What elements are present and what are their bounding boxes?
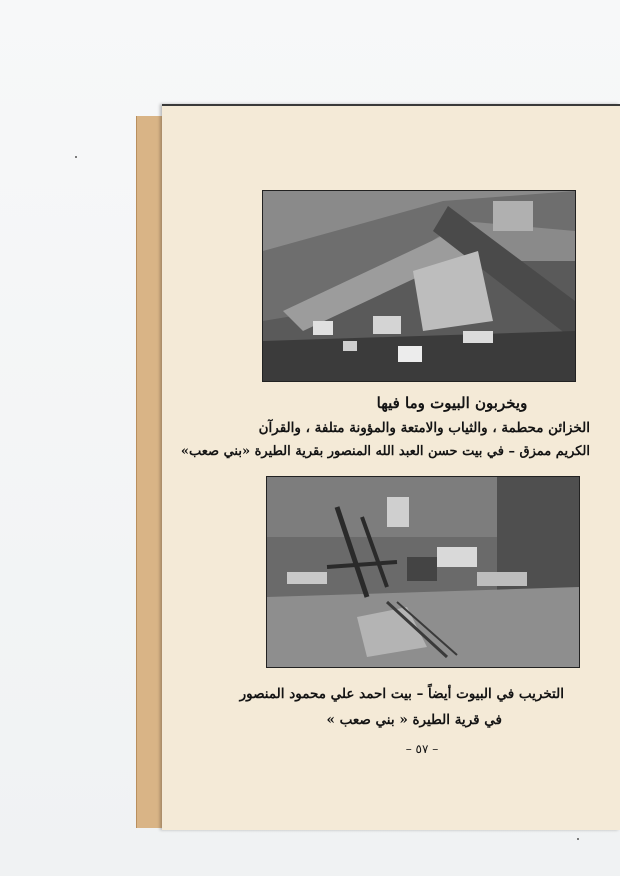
photo-destroyed-furniture bbox=[266, 476, 580, 668]
photo2-caption-line1: التخريب في البيوت أيضاً – بيت احمد علي محمود المنصور bbox=[239, 686, 564, 702]
photo-image bbox=[267, 477, 579, 667]
photo-image bbox=[263, 191, 575, 381]
speck bbox=[577, 838, 579, 840]
photo2-caption-line2: في قرية الطيرة « بني صعب » bbox=[326, 712, 502, 728]
speck bbox=[75, 156, 77, 158]
document-page bbox=[162, 104, 620, 830]
photo1-caption-line2: الكريم ممزق – في بيت حسن العبد الله المنصور بقرية الطيرة «بني صعب» bbox=[180, 444, 590, 459]
photo1-caption-title: ويخربون البيوت وما فيها bbox=[376, 394, 528, 412]
photo1-caption-line1: الخزائن محطمة ، والثياب والامتعة والمؤونة متلفة ، والقرآن bbox=[258, 420, 590, 436]
page-number: – ٥٧ – bbox=[405, 742, 439, 756]
photo-damaged-house bbox=[262, 190, 576, 382]
